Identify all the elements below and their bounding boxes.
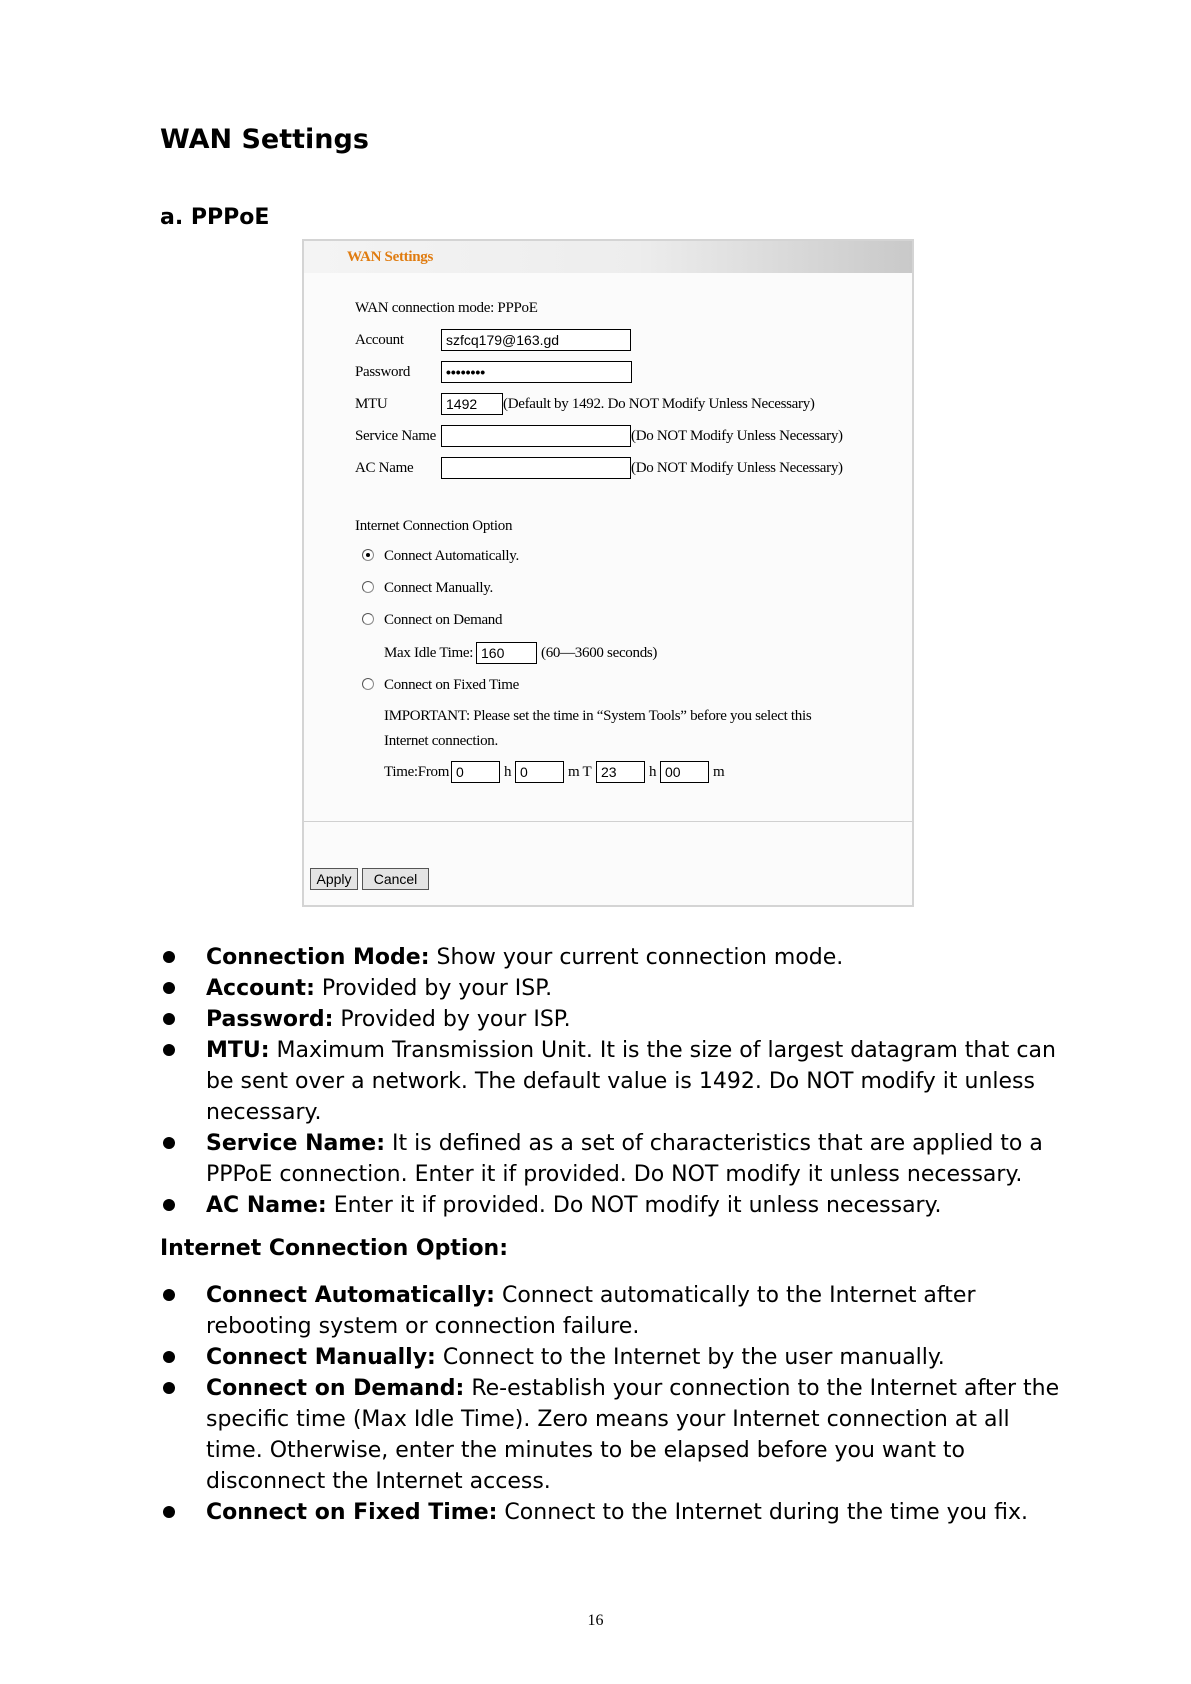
list-item-desc: Connect to the Internet by the user manually. — [435, 1345, 945, 1370]
apply-button[interactable]: Apply — [310, 868, 358, 890]
ac-name-label: AC Name — [355, 460, 414, 476]
list-item-desc: Provided by your ISP. — [314, 976, 553, 1001]
radio-connect-on-demand[interactable] — [362, 613, 374, 625]
bullet-icon — [163, 1013, 175, 1025]
list-item-term: Connect Manually: — [206, 1345, 436, 1370]
panel-title: WAN Settings — [347, 249, 433, 265]
list-item-desc: It is defined as a set of characteristics that are applied to a PPPoE connection. Enter it if provided. Do NOT modify it unless necessary. — [206, 1131, 1043, 1187]
list-item — [160, 1035, 1060, 1128]
bullet-icon — [163, 1382, 175, 1394]
ac-name-note: (Do NOT Modify Unless Necessary) — [631, 460, 843, 476]
time-from-label: Time:From — [384, 764, 450, 780]
cancel-button[interactable]: Cancel — [362, 868, 429, 890]
list-item-desc: Enter it if provided. Do NOT modify it unless necessary. — [326, 1193, 942, 1218]
service-name-input[interactable] — [441, 425, 631, 447]
section-heading: a. PPPoE — [160, 205, 270, 230]
account-label: Account — [355, 332, 404, 348]
from-hour-input[interactable]: 0 — [451, 761, 500, 783]
list-item-desc: Connect automatically to the Internet after rebooting system or connection failure. — [206, 1283, 976, 1339]
max-idle-time-note: (60—3600 seconds) — [541, 645, 658, 661]
bullet-icon — [163, 1137, 175, 1149]
list-item-desc: Connect to the Internet during the time you fix. — [497, 1500, 1028, 1525]
list-item-desc: Show your current connection mode. — [429, 945, 844, 970]
from-minute-input[interactable]: 0 — [515, 761, 564, 783]
connect-on-fixed-time-label: Connect on Fixed Time — [384, 677, 519, 693]
ac-name-input[interactable] — [441, 457, 631, 479]
radio-connect-automatically[interactable] — [362, 549, 374, 561]
list-item — [160, 1128, 1060, 1190]
connect-automatically-label: Connect Automatically. — [384, 548, 519, 564]
list-item-term: Password: — [206, 1007, 334, 1032]
password-input[interactable]: •••••••• — [441, 361, 632, 383]
page-number: 16 — [587, 1612, 604, 1629]
to-hour-unit: h — [649, 764, 657, 780]
list-item — [160, 1004, 1060, 1035]
important-note-line-2: Internet connection. — [384, 733, 498, 749]
connection-option-list — [160, 1280, 1060, 1528]
radio-connect-manually[interactable] — [362, 581, 374, 593]
list-item — [160, 1342, 1060, 1373]
list-item — [160, 973, 1060, 1004]
list-item-term: Connect on Demand: — [206, 1376, 465, 1401]
bullet-icon — [163, 951, 175, 963]
list-item — [160, 1280, 1060, 1342]
panel-header — [304, 241, 912, 273]
account-input[interactable]: szfcq179@163.gd — [441, 329, 631, 351]
field-description-list — [160, 942, 1060, 1221]
list-item-term: Account: — [206, 976, 315, 1001]
max-idle-time-label: Max Idle Time: — [384, 645, 474, 661]
radio-connect-on-fixed-time[interactable] — [362, 678, 374, 690]
important-note-line-1: IMPORTANT: Please set the time in “System Tools” before you select this — [384, 708, 812, 724]
to-minute-input[interactable]: 00 — [660, 761, 709, 783]
list-item-term: Service Name: — [206, 1131, 386, 1156]
list-item — [160, 1497, 1060, 1528]
bullet-icon — [163, 1044, 175, 1056]
list-item-term: MTU: — [206, 1038, 270, 1063]
mtu-label: MTU — [355, 396, 388, 412]
panel-body — [304, 273, 912, 822]
to-hour-input[interactable]: 23 — [596, 761, 645, 783]
wan-settings-panel — [302, 239, 914, 907]
max-idle-time-input[interactable]: 160 — [476, 642, 537, 664]
list-item-term: AC Name: — [206, 1193, 327, 1218]
page-heading: WAN Settings — [160, 124, 369, 155]
to-minute-unit: m — [713, 764, 725, 780]
bullet-icon — [163, 1351, 175, 1363]
bullet-icon — [163, 1289, 175, 1301]
list-item-desc: Provided by your ISP. — [333, 1007, 571, 1032]
list-item-term: Connection Mode: — [206, 945, 430, 970]
service-name-note: (Do NOT Modify Unless Necessary) — [631, 428, 843, 444]
list-item-desc: Maximum Transmission Unit. It is the size of largest datagram that can be sent over a network. The default value is 1492. Do NOT modify it unless necessary. — [206, 1038, 1056, 1125]
list-item — [160, 1190, 1060, 1221]
list-item — [160, 942, 1060, 973]
connection-option-heading: Internet Connection Option — [355, 518, 513, 534]
list-item-term: Connect on Fixed Time: — [206, 1500, 498, 1525]
from-minute-to-label: m T — [568, 764, 592, 780]
service-name-label: Service Name — [355, 428, 436, 444]
from-hour-unit: h — [504, 764, 512, 780]
connect-manually-label: Connect Manually. — [384, 580, 493, 596]
mtu-note: (Default by 1492. Do NOT Modify Unless Necessary) — [503, 396, 815, 412]
mtu-input[interactable]: 1492 — [441, 393, 503, 415]
connect-on-demand-label: Connect on Demand — [384, 612, 503, 628]
connection-option-section-heading: Internet Connection Option: — [160, 1236, 509, 1261]
bullet-icon — [163, 1506, 175, 1518]
list-item — [160, 1373, 1060, 1497]
password-label: Password — [355, 364, 411, 380]
list-item-desc: Re-establish your connection to the Internet after the specific time (Max Idle Time). Zero means your Internet connection at all time. Otherwise, enter the minutes to be elapsed before you want to disconnect the Internet access. — [206, 1376, 1060, 1494]
bullet-icon — [163, 1199, 175, 1211]
list-item-term: Connect Automatically: — [206, 1283, 495, 1308]
bullet-icon — [163, 982, 175, 994]
connection-mode-label: WAN connection mode: PPPoE — [355, 300, 538, 316]
